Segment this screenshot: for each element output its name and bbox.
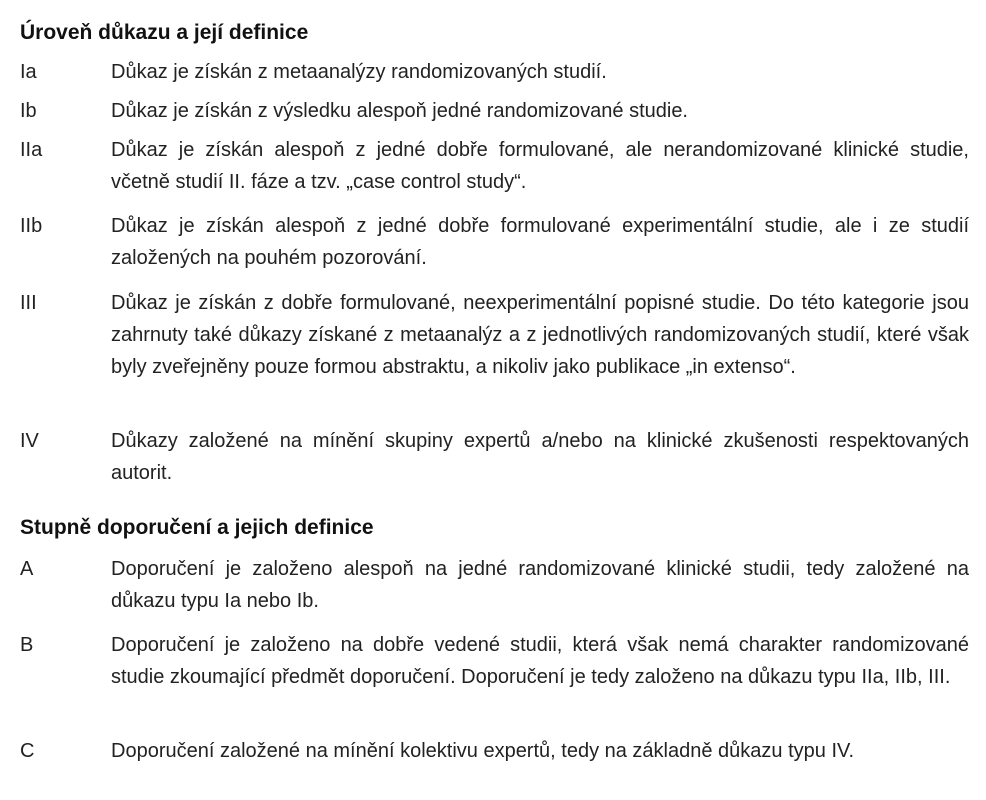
evidence-level-code: Ia (20, 61, 37, 83)
recommendation-grade-code: B (20, 634, 34, 656)
evidence-level-definition: Důkaz je získán z dobře formulované, neexperimentální popisné studie. Do této kategorie jsou zahrnuty také důkazy získané z metaanalýz a z jednotlivých randomizovaných studií, které však byly zveřejněny pouze formou abstraktu, a nikoliv jako publikace „in extenso“. (111, 292, 969, 378)
evidence-level-definition: Důkaz je získán alespoň z jedné dobře formulované, ale nerandomizované klinické studie, včetně studií II. fáze a tzv. „case control study“. (111, 139, 969, 193)
recommendation-grade-definition: Doporučení je založeno na dobře vedené studii, která však nemá charakter randomizované studie zkoumající předmět doporučení. Doporučení je tedy založeno na důkazu typu IIa, IIb, III. (111, 634, 969, 688)
evidence-level-code: III (20, 292, 37, 314)
recommendation-grade-definition: Doporučení je založeno alespoň na jedné randomizované klinické studii, tedy založené na důkazu typu Ia nebo Ib. (111, 558, 969, 612)
evidence-level-code: IV (20, 430, 39, 452)
evidence-level-definition: Důkazy založené na mínění skupiny expertů a/nebo na klinické zkušenosti respektovaných autorit. (111, 430, 969, 484)
recommendation-grade-code: A (20, 558, 34, 580)
evidence-level-definition: Důkaz je získán z metaanalýzy randomizovaných studií. (111, 61, 607, 83)
evidence-level-code: Ib (20, 100, 37, 122)
evidence-level-code: IIb (20, 215, 43, 237)
recommendation-grade-definition: Doporučení založené na mínění kolektivu expertů, tedy na základně důkazu typu IV. (111, 740, 855, 762)
evidence-levels-heading: Úroveň důkazu a její definice (20, 21, 309, 44)
evidence-level-definition: Důkaz je získán z výsledku alespoň jedné randomizované studie. (111, 100, 688, 122)
recommendation-grades-heading: Stupně doporučení a jejich definice (20, 516, 374, 539)
evidence-level-code: IIa (20, 139, 43, 161)
recommendation-grade-code: C (20, 740, 35, 762)
evidence-level-definition: Důkaz je získán alespoň z jedné dobře formulované experimentální studie, ale i ze studií založených na pouhém pozorování. (111, 215, 969, 269)
